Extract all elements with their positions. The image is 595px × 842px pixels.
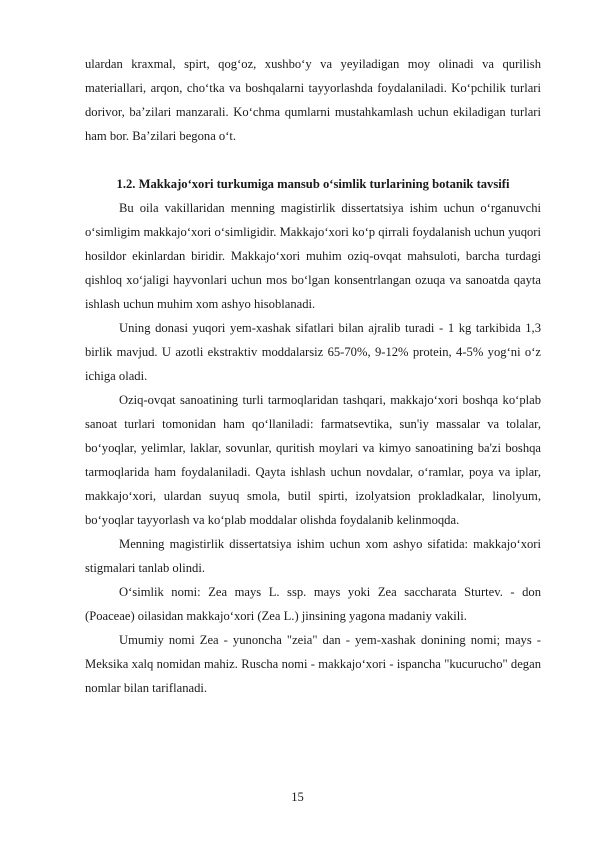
body-paragraph-3: Oziq-ovqat sanoatining turli tarmoqlaridan tashqari, makkajo‘xori boshqa ko‘plab sanoat turlari tomonidan ham qo‘llaniladi: farmatsevtika, sun'iy massalar va tolalar, bo‘yoqlar, yelimlar, laklar, sovunlar, quritish moylari va kimyo sanoatining ba'zi boshqa tarmoqlarida ham foydalaniladi. Qayta ishlash uchun novdalar, o‘ramlar, poya va iplar, makkajo‘xori, ulardan suyuq smola, butil spirti, izolyatsion prokladkalar, linolyum, bo‘yoqlar tayyorlash va ko‘plab moddalar olishda foydalanib kelinmoqda. (85, 393, 541, 527)
body-paragraph-6: Umumiy nomi Zea - yunoncha "zeia" dan - yem-xashak donining nomi; mays - Meksika xalq nomidan mahiz. Ruscha nomi - makkajo‘xori - ispancha "kucurucho" degan nomlar bilan tariflanadi. (85, 633, 541, 695)
blank-line (85, 148, 541, 172)
document-body (85, 52, 541, 700)
intro-paragraph: ulardan kraxmal, spirt, qog‘oz, xushbo‘y va yeyiladigan moy olinadi va qurilish materiallari, arqon, cho‘tka va boshqalarni tayyorlashda foydalaniladi. Ko‘pchilik turlari dorivor, ba’zilari manzarali. Ko‘chma qumlarni mustahkamlash uchun ekiladigan turlari ham bor. Ba’zilari begona o‘t. (85, 57, 541, 143)
section-heading: 1.2. Makkajo‘xori turkumiga mansub o‘simlik turlarining botanik tavsifi (116, 177, 510, 191)
body-paragraph-2: Uning donasi yuqori yem-xashak sifatlari bilan ajralib turadi - 1 kg tarkibida 1,3 birlik mavjud. U azotli ekstraktiv moddalarsiz 65-70%, 9-12% protein, 4-5% yog‘ni o‘z ichiga oladi. (85, 321, 541, 383)
page-number: 15 (291, 790, 304, 804)
body-paragraph-4: Menning magistirlik dissertatsiya ishim uchun xom ashyo sifatida: makkajo‘xori stigmalari tanlab olindi. (85, 537, 541, 575)
body-paragraph-1: Bu oila vakillaridan menning magistirlik dissertatsiya ishim uchun o‘rganuvchi o‘simligim makkajo‘xori o‘simligidir. Makkajo‘xori ko‘p qirrali foydalanish uchun yuqori hosildor ekinlardan biridir. Makkajo‘xori muhim oziq-ovqat mahsuloti, barcha turdagi qishloq xo‘jaligi hayvonlari uchun mos bo‘lgan konsentrlangan ozuqa va sanoatda qayta ishlash uchun muhim xom ashyo hisoblanadi. (85, 201, 541, 311)
body-paragraph-5: O‘simlik nomi: Zea mays L. ssp. mays yoki Zea saccharata Sturtev. - don (Poaceae) oilasidan makkajo‘xori (Zea L.) jinsining yagona madaniy vakili. (85, 585, 541, 623)
